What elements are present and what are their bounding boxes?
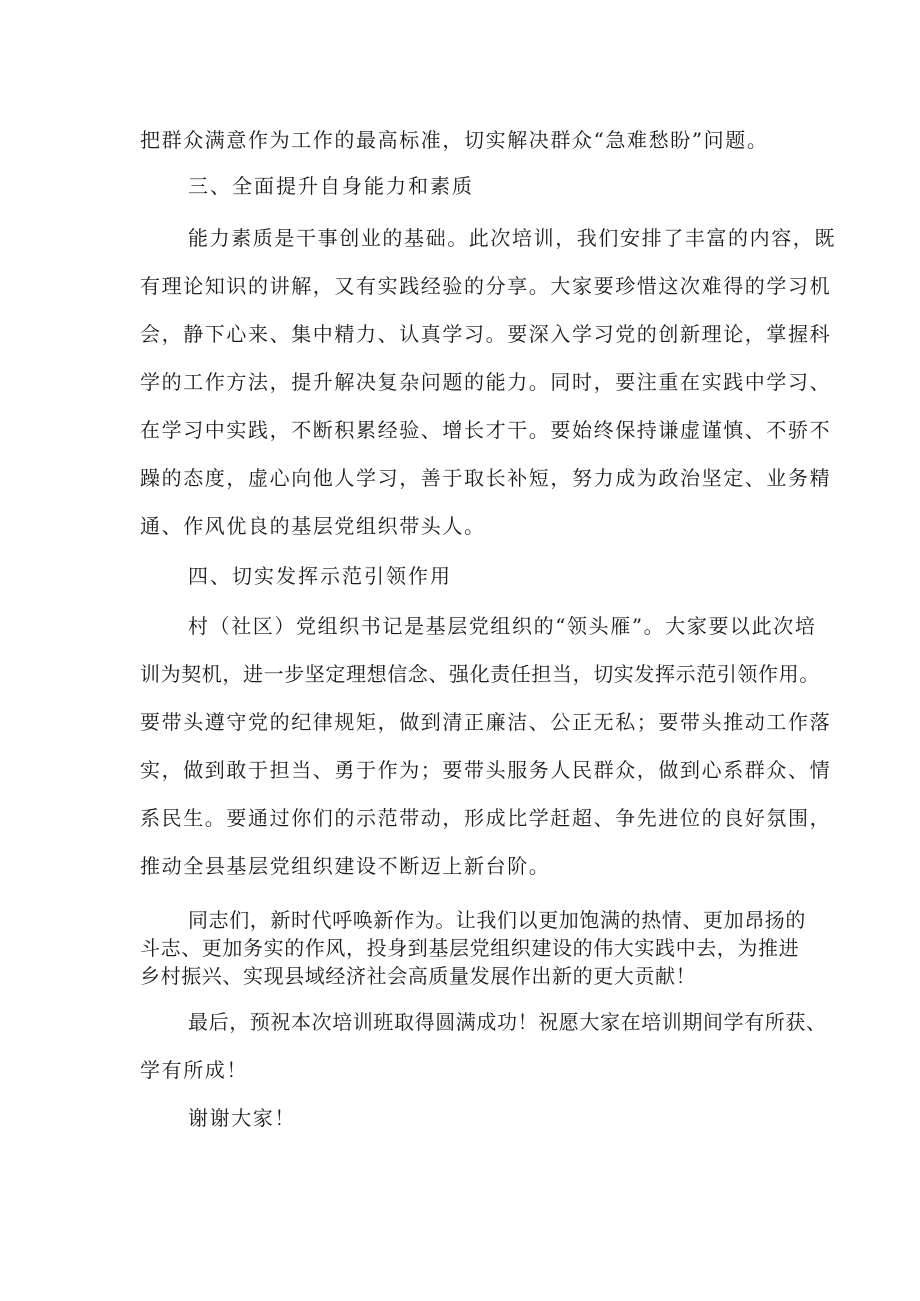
paragraph-line: 通、作风优良的基层党组织带头人。	[140, 514, 486, 538]
paragraph-line: 训为契机，进一步坚定理想信念、强化责任担当，切实发挥示范引领作用。	[140, 662, 820, 686]
paragraph-line: 要带头遵守党的纪律规矩，做到清正廉洁、公正无私；要带头推动工作落	[140, 710, 832, 734]
paragraph-line: 村（社区）党组织书记是基层党组织的“领头雁”。大家要以此次培	[188, 614, 817, 638]
paragraph-line: 系民生。要通过你们的示范带动，形成比学赶超、争先进位的良好氛围，	[140, 806, 832, 830]
paragraph-line: 把群众满意作为工作的最高标准，切实解决群众“急难愁盼”问题。	[140, 128, 769, 152]
paragraph-line: 最后，预祝本次培训班取得圆满成功！祝愿大家在培训期间学有所获、	[188, 1010, 827, 1034]
paragraph-line: 实，做到敢于担当、勇于作为；要带头服务人民群众，做到心系群众、情	[140, 758, 832, 782]
paragraph-line: 躁的态度，虚心向他人学习，善于取长补短，努力成为政治坚定、业务精	[140, 466, 832, 490]
paragraph-line: 会，静下心来、集中精力、认真学习。要深入学习党的创新理论，掌握科	[140, 322, 832, 346]
paragraph-line: 学的工作方法，提升解决复杂问题的能力。同时，要注重在实践中学习、	[140, 370, 832, 394]
paragraph-line: 能力素质是干事创业的基础。此次培训，我们安排了丰富的内容，既	[188, 226, 836, 250]
paragraph-line: 乡村振兴、实现县域经济社会高质量发展作出新的更大贡献！	[140, 964, 697, 988]
paragraph-line: 学有所成！	[140, 1058, 248, 1082]
paragraph-line: 在学习中实践，不断积累经验、增长才干。要始终保持谦虚谨慎、不骄不	[140, 418, 832, 442]
paragraph-line: 有理论知识的讲解，又有实践经验的分享。大家要珍惜这次难得的学习机	[140, 274, 832, 298]
section-heading: 四、切实发挥示范引领作用	[188, 564, 452, 588]
paragraph-line: 同志们，新时代呼唤新作为。让我们以更加饱满的热情、更加昂扬的	[188, 908, 806, 932]
paragraph-line: 斗志、更加务实的作风，投身到基层党组织建设的伟大实践中去，为推进	[140, 936, 800, 960]
paragraph-line: 推动全县基层党组织建设不断迈上新台阶。	[140, 854, 551, 878]
section-heading: 三、全面提升自身能力和素质	[188, 174, 474, 198]
closing-thanks: 谢谢大家！	[188, 1106, 296, 1130]
